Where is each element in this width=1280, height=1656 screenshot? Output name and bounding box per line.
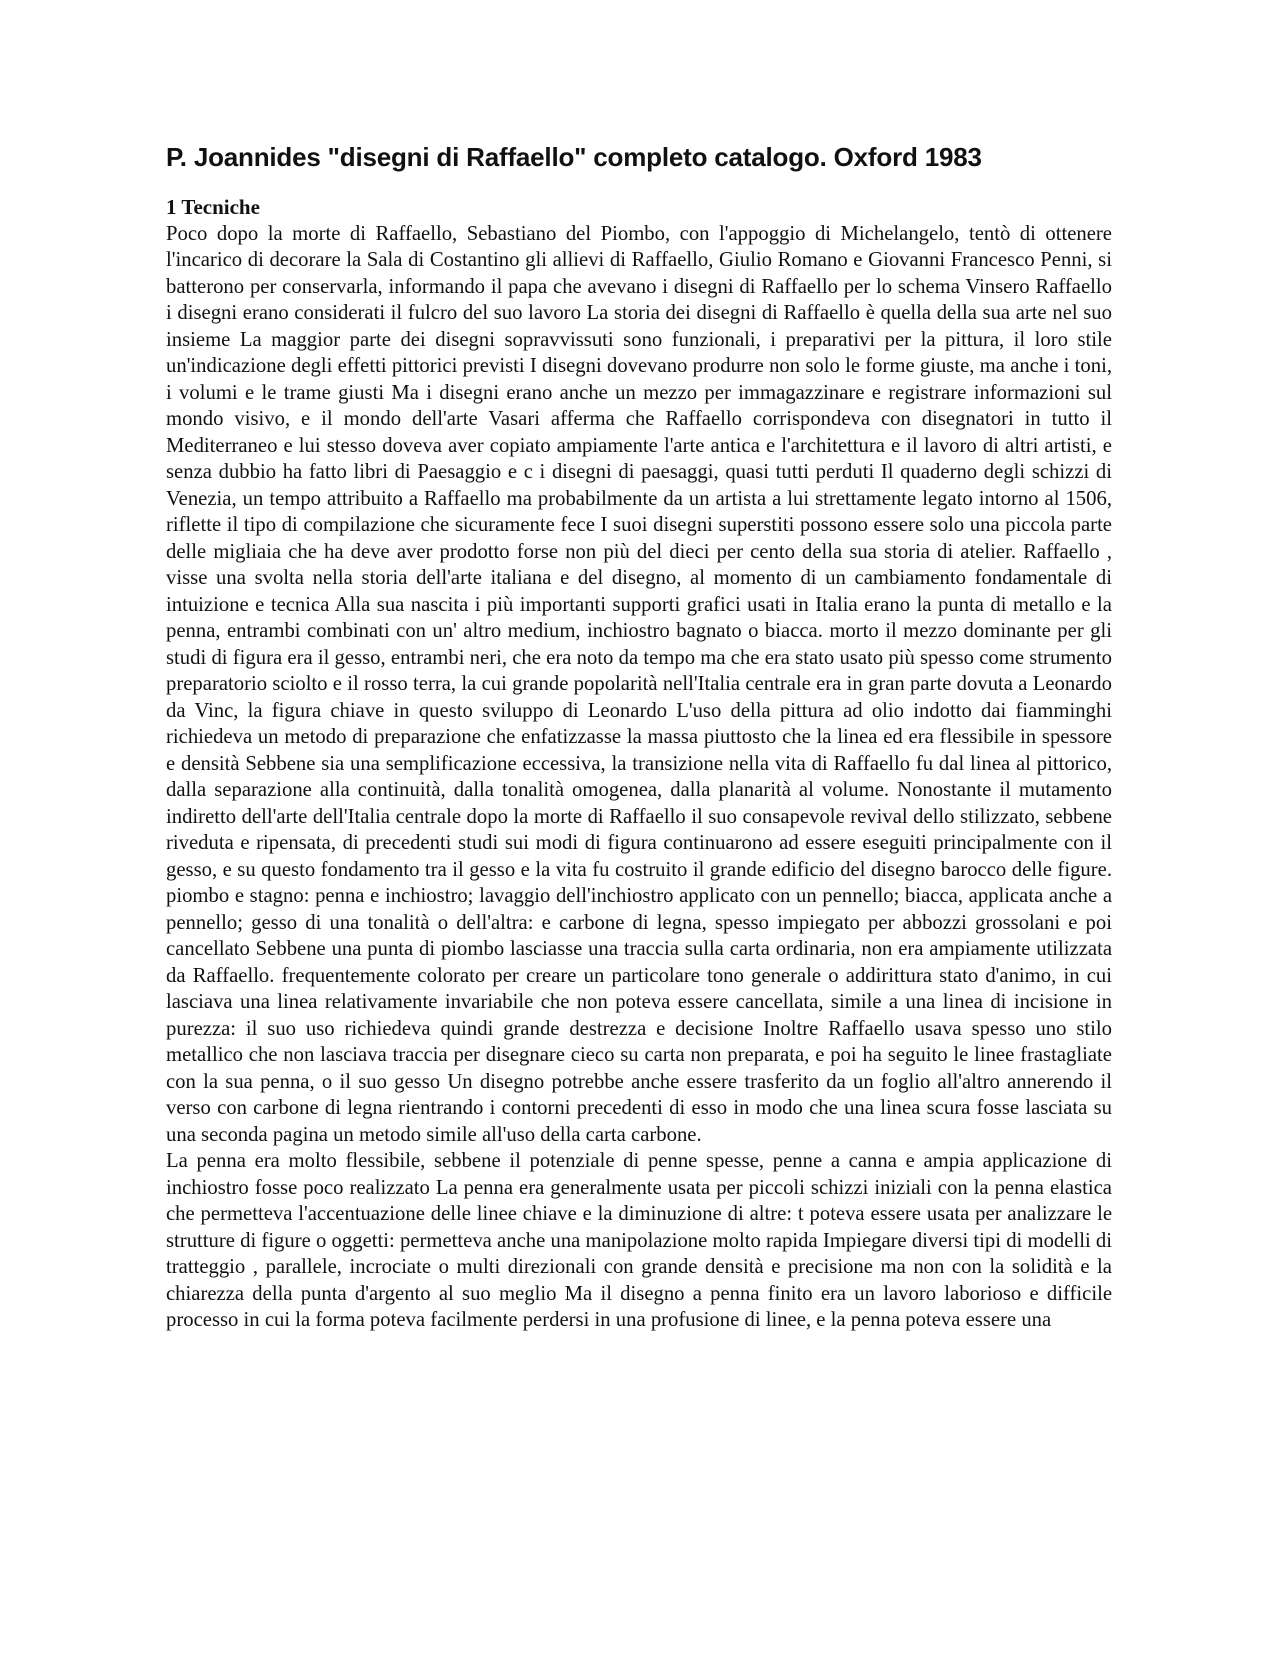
- paragraph: Poco dopo la morte di Raffaello, Sebastiano del Piombo, con l'appoggio di Michelangelo, tentò di ottenere l'incarico di decorare la Sala di Costantino gli allievi di Raffaello, Giulio Romano e Giovanni Francesco Penni, si batterono per conservarla, informando il papa che avevano i disegni di Raffaello per lo schema Vinsero Raffaello i disegni erano considerati il fulcro del suo lavoro La storia dei disegni di Raffaello è quella della sua arte nel suo insieme La maggior parte dei disegni sopravvissuti sono funzionali, i preparativi per la pittura, il loro stile un'indicazione degli effetti pittorici previsti I disegni dovevano produrre non solo le forme giuste, ma anche i toni, i volumi e le trame giusti Ma i disegni erano anche un mezzo per immagazzinare e registrare informazioni sul mondo visivo, e il mondo dell'arte Vasari afferma che Raffaello corrispondeva con disegnatori in tutto il Mediterraneo e lui stesso doveva aver copiato ampiamente l'arte antica e l'architettura e il lavoro di altri artisti, e senza dubbio ha fatto libri di Paesaggio e c i disegni di paesaggi, quasi tutti perduti Il quaderno degli schizzi di Venezia, un tempo attribuito a Raffaello ma probabilmente da un artista a lui strettamente legato intorno al 1506, riflette il tipo di compilazione che sicuramente fece I suoi disegni superstiti possono essere solo una piccola parte delle migliaia che ha deve aver prodotto forse non più del dieci per cento della sua storia di atelier. Raffaello , visse una svolta nella storia dell'arte italiana e del disegno, al momento di un cambiamento fondamentale di intuizione e tecnica Alla sua nascita i più importanti supporti grafici usati in Italia erano la punta di metallo e la penna, entrambi combinati con un' altro medium, inchiostro bagnato o biacca. morto il mezzo dominante per gli studi di figura era il gesso, entrambi neri, che era noto da tempo ma che era stato usato più spesso come strumento preparatorio sciolto e il rosso terra, la cui grande popolarità nell'Italia centrale era in gran parte dovuta a Leonardo da Vinc, la figura chiave in questo sviluppo di Leonardo L'uso della pittura ad olio indotto dai fiamminghi richiedeva un metodo di preparazione che enfatizzasse la massa piuttosto che la linea ed era flessibile in spessore e densità Sebbene sia una semplificazione eccessiva, la transizione nella vita di Raffaello fu dal linea al pittorico, dalla separazione alla continuità, dalla tonalità omogenea, dalla planarità al volume. Nonostante il mutamento indiretto dell'arte dell'Italia centrale dopo la morte di Raffaello il suo consapevole revival dello stilizzato, sebbene riveduta e ripensata, di precedenti studi sui modi di figura continuarono ad essere eseguiti principalmente con il gesso, e su questo fondamento tra il gesso e la vita fu costruito il grande edificio del disegno barocco delle figure. piombo e stagno: penna e inchiostro; lavaggio dell'inchiostro applicato con un pennello; biacca, applicata anche a pennello; gesso di una tonalità o dell'altra: e carbone di legna, spesso impiegato per abbozzi grossolani e poi cancellato Sebbene una punta di piombo lasciasse una traccia sulla carta ordinaria, non era ampiamente utilizzata da Raffaello. frequentemente colorato per creare un particolare tono generale o addirittura stato d'animo, in cui lasciava una linea relativamente invariabile che non poteva essere cancellata, simile a una linea di incisione in purezza: il suo uso richiedeva quindi grande destrezza e decisione Inoltre Raffaello usava spesso uno stilo metallico che non lasciava traccia per disegnare cieco su carta non preparata, e poi ha seguito le linee frastagliate con la sua penna, o il suo gesso Un disegno potrebbe anche essere trasferito da un foglio all'altro annerendo il verso con carbone di legna rientrando i contorni precedenti di esso in modo che una linea scura fosse lasciata su una seconda pagina un metodo simile all'uso della carta carbone.: [166, 222, 1112, 1146]
- document-page: [166, 140, 1112, 1334]
- paragraph: La penna era molto flessibile, sebbene il potenziale di penne spesse, penne a canna e ampia applicazione di inchiostro fosse poco realizzato La penna era generalmente usata per piccoli schizzi iniziali con la penna elastica che permetteva l'accentuazione delle linee chiave e la diminuzione di altre: t poteva essere usata per analizzare le strutture di figure o oggetti: permetteva anche una manipolazione molto rapida Impiegare diversi tipi di modelli di tratteggio , parallele, incrociate o multi direzionali con grande densità e precisione ma non con la solidità e la chiarezza della punta d'argento al suo meglio Ma il disegno a penna finito era un lavoro laborioso e difficile processo in cui la forma poteva facilmente perdersi in una profusione di linee, e la penna poteva essere una: [166, 1150, 1112, 1331]
- document-title: P. Joannides "disegni di Raffaello" completo catalogo. Oxford 1983: [166, 142, 982, 172]
- section-heading: 1 Tecniche: [166, 195, 260, 219]
